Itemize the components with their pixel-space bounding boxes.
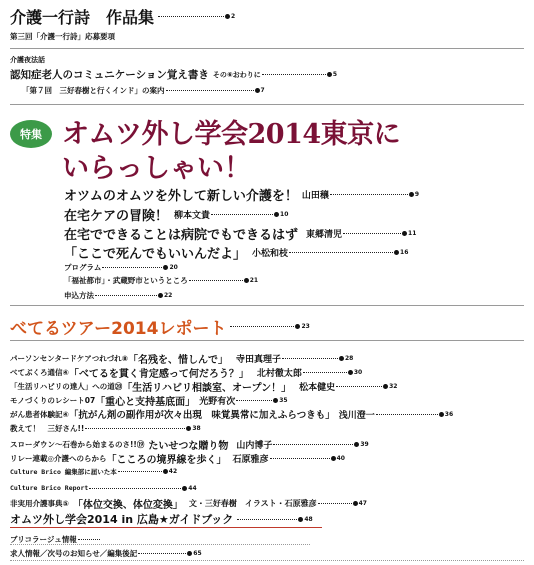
works-collection-title: 介護一行詩 作品集 bbox=[10, 8, 155, 27]
leader-dots bbox=[138, 553, 186, 554]
page-number: 10 bbox=[280, 211, 289, 218]
leader-dots bbox=[230, 326, 294, 327]
leader-dots bbox=[189, 280, 243, 281]
page-bullet-icon bbox=[394, 250, 399, 255]
tail-title: ブリコラージュ情報 bbox=[10, 535, 77, 544]
page-number: 47 bbox=[358, 500, 367, 507]
article-series: がん患者体験記④ bbox=[10, 409, 69, 419]
article-series: Culture Brico 編集部に届いた本 bbox=[10, 468, 117, 476]
india-trip-entry bbox=[22, 85, 265, 96]
page-number: 42 bbox=[168, 468, 178, 475]
article-entry bbox=[10, 365, 362, 380]
leader-dots bbox=[237, 519, 297, 520]
feature-item-title: オツムのオムツを外して新しい介護を！ bbox=[64, 189, 298, 204]
page-bullet-icon bbox=[348, 370, 353, 375]
feature-item-title: 在宅ケアの冒険！ bbox=[64, 209, 169, 224]
page-bullet-icon bbox=[295, 324, 300, 329]
feature-badge bbox=[10, 120, 52, 148]
page-bullet-icon bbox=[163, 265, 168, 270]
page-number: 7 bbox=[260, 87, 265, 94]
feature-subitem-title: 「福祉都市」・武蔵野市というところ bbox=[64, 276, 188, 285]
article-author: 北村徹太郎 bbox=[256, 369, 302, 379]
feature-subitem bbox=[64, 275, 258, 286]
works-collection-entry bbox=[10, 5, 235, 28]
tail-title: 求人情報／次号のお知らせ／編集後記 bbox=[10, 549, 138, 558]
leader-dots bbox=[303, 372, 347, 373]
leader-dots bbox=[102, 267, 162, 268]
page-number: 30 bbox=[353, 369, 363, 376]
article-entry bbox=[10, 496, 367, 511]
feature-badge-label: 特集 bbox=[20, 128, 42, 141]
article-title: 「こころの境界線を歩く」 bbox=[106, 455, 227, 466]
page-number: 11 bbox=[408, 230, 417, 237]
article-entry bbox=[10, 393, 288, 408]
page-bullet-icon bbox=[409, 192, 414, 197]
leader-dots bbox=[343, 233, 401, 234]
article-author: 石原雅彦 bbox=[232, 455, 269, 465]
leader-dots bbox=[89, 488, 181, 489]
article-entry bbox=[10, 423, 201, 434]
article-entry bbox=[10, 484, 197, 492]
page-bullet-icon bbox=[354, 442, 359, 447]
leader-dots bbox=[166, 90, 254, 91]
article-series: Culture Brico Report bbox=[10, 484, 89, 492]
page-number: 38 bbox=[192, 425, 201, 432]
article-entry bbox=[10, 351, 353, 366]
entry-suffix: その⑥おわりに bbox=[212, 70, 261, 79]
feature-subitem bbox=[64, 290, 172, 301]
leader-dots bbox=[270, 458, 330, 459]
feature-item bbox=[64, 205, 288, 224]
page-number: 40 bbox=[336, 455, 345, 462]
page-bullet-icon bbox=[182, 486, 187, 491]
page-bullet-icon bbox=[163, 469, 168, 474]
page-number: 44 bbox=[188, 484, 197, 492]
page-bullet-icon bbox=[186, 426, 191, 431]
page-number: 28 bbox=[344, 355, 354, 362]
tail-entry bbox=[10, 548, 202, 559]
page-number: 65 bbox=[193, 550, 202, 557]
page-bullet-icon bbox=[327, 72, 332, 77]
feature-item-author: 東郷清児 bbox=[306, 230, 343, 240]
article-author: 光野有次 bbox=[199, 397, 236, 407]
page-bullet-icon bbox=[274, 212, 279, 217]
leader-dots bbox=[211, 214, 273, 215]
feature-item bbox=[64, 243, 408, 262]
page-bullet-icon bbox=[383, 384, 388, 389]
page-bullet-icon bbox=[244, 278, 249, 283]
article-title: 「名残を、惜しんで」 bbox=[127, 355, 228, 366]
leader-dots bbox=[330, 194, 408, 195]
feature-item-author: 小松和枝 bbox=[252, 249, 289, 259]
feature-title-line1: オムツ外し学会2014東京に bbox=[62, 119, 401, 150]
report-entry bbox=[10, 314, 310, 339]
leader-dots bbox=[262, 74, 326, 75]
page-number: 21 bbox=[249, 277, 259, 284]
feature-item bbox=[64, 224, 416, 243]
page-bullet-icon bbox=[255, 88, 260, 93]
article-author: 浅川澄一 bbox=[338, 410, 375, 421]
leader-dots bbox=[78, 539, 100, 540]
divider bbox=[10, 104, 524, 105]
feature-item-author: 柳本文貴 bbox=[174, 211, 211, 221]
dotted-divider bbox=[10, 560, 524, 561]
page-number: 35 bbox=[279, 397, 288, 404]
feature-subitem-title: プログラム bbox=[64, 263, 102, 272]
entry-title: 認知症老人のコミュニケーション覚え書き bbox=[10, 69, 209, 81]
feature-item-title: 在宅でできることは病院でもできるはず bbox=[64, 228, 299, 243]
section-label: 介護夜法話 bbox=[10, 56, 45, 64]
article-series: スローダウン〜石巻から始まるのさ!!⑲ bbox=[10, 440, 145, 449]
leader-dots bbox=[95, 295, 157, 296]
article-title: 「体位交換、体位変換」 bbox=[72, 500, 183, 511]
article-title: たいせつな贈り物 bbox=[148, 441, 229, 452]
guidebook-underline bbox=[10, 527, 322, 528]
leader-dots bbox=[289, 252, 393, 253]
dotted-divider bbox=[10, 544, 310, 545]
article-title: 「重心と支持基底面」 bbox=[95, 397, 196, 408]
entry-title: 「第７回 三好春樹と行くインド」の案内 bbox=[22, 86, 165, 95]
leader-dots bbox=[336, 386, 382, 387]
divider bbox=[10, 305, 524, 306]
article-entry bbox=[10, 379, 397, 394]
article-series: 非実用介護事典⑤ bbox=[10, 499, 69, 508]
feature-title-line2: いらっしゃい！ bbox=[62, 153, 251, 184]
divider bbox=[10, 340, 524, 341]
guidebook-entry bbox=[10, 511, 313, 527]
page-number: 2 bbox=[231, 13, 236, 20]
page-bullet-icon bbox=[273, 398, 278, 403]
article-series: 教えて！ 三好さん!! bbox=[10, 424, 85, 433]
application-guidelines: 第三回「介護一行詩」応募要項 bbox=[10, 32, 115, 41]
leader-dots bbox=[318, 503, 352, 504]
feature-item bbox=[64, 185, 419, 204]
page-number: 23 bbox=[301, 323, 310, 330]
article-series: モノづくりのレシート07 bbox=[10, 396, 96, 405]
article-author: 寺田真理子 bbox=[235, 355, 281, 365]
article-entry bbox=[10, 407, 453, 421]
page-bullet-icon bbox=[439, 412, 444, 417]
leader-dots bbox=[376, 414, 438, 415]
page-number: 48 bbox=[304, 515, 313, 523]
article-series: べてぶくろ通信④ bbox=[10, 368, 69, 377]
leader-dots bbox=[273, 444, 353, 445]
page-number: 20 bbox=[169, 264, 178, 271]
article-title: 「抗がん剤の副作用が次々出現 味覚異常に加えふらつきも」 bbox=[68, 410, 335, 421]
leader-dots bbox=[118, 471, 162, 472]
article-author: 松本健史 bbox=[299, 383, 336, 393]
page-number: 16 bbox=[400, 249, 409, 256]
article-series: リレー連載◎介護へのらから bbox=[10, 454, 107, 463]
page-number: 22 bbox=[164, 292, 173, 299]
article-author: 山内博子 bbox=[236, 441, 273, 451]
article-title: 「べてるを貫く肯定感って何だろう？」 bbox=[68, 369, 249, 380]
page-bullet-icon bbox=[187, 551, 192, 556]
article-entry bbox=[10, 467, 177, 476]
leader-dots bbox=[158, 16, 224, 17]
page-bullet-icon bbox=[402, 231, 407, 236]
article-title: 「生活リハビリ相談室、オープン！」 bbox=[122, 383, 292, 394]
leader-dots bbox=[282, 358, 338, 359]
dementia-communication-entry bbox=[10, 67, 337, 82]
article-series: 「生活リハビリの達人」への道⑳ bbox=[10, 382, 123, 391]
feature-item-author: 山田穣 bbox=[301, 191, 329, 201]
leader-dots bbox=[236, 400, 272, 401]
page-number: 5 bbox=[332, 71, 337, 78]
feature-subitem-title: 申込方法 bbox=[64, 291, 94, 300]
guidebook-title: オムツ外し学会2014 in 広島★ガイドブック bbox=[10, 513, 234, 526]
page-number: 32 bbox=[389, 383, 398, 390]
page-number: 9 bbox=[414, 191, 420, 198]
page-bullet-icon bbox=[298, 517, 303, 522]
leader-dots bbox=[85, 428, 185, 429]
feature-subitem bbox=[64, 262, 178, 273]
article-entry bbox=[10, 437, 369, 452]
page-bullet-icon bbox=[339, 356, 344, 361]
article-series: パーソンセンタードケアつれづれ⑧ bbox=[10, 354, 128, 363]
divider bbox=[10, 48, 524, 49]
feature-item-title: 「ここで死んでもいいんだよ」 bbox=[64, 247, 247, 262]
page-bullet-icon bbox=[331, 456, 336, 461]
report-title: べてるツアー2014レポート bbox=[10, 319, 227, 339]
page-number: 39 bbox=[360, 441, 369, 448]
page-bullet-icon bbox=[158, 293, 163, 298]
article-author: 文・三好春樹 イラスト・石原雅彦 bbox=[188, 498, 317, 508]
page-bullet-icon bbox=[225, 14, 230, 19]
article-entry bbox=[10, 451, 345, 466]
page-number: 36 bbox=[444, 410, 454, 418]
page-bullet-icon bbox=[353, 501, 358, 506]
